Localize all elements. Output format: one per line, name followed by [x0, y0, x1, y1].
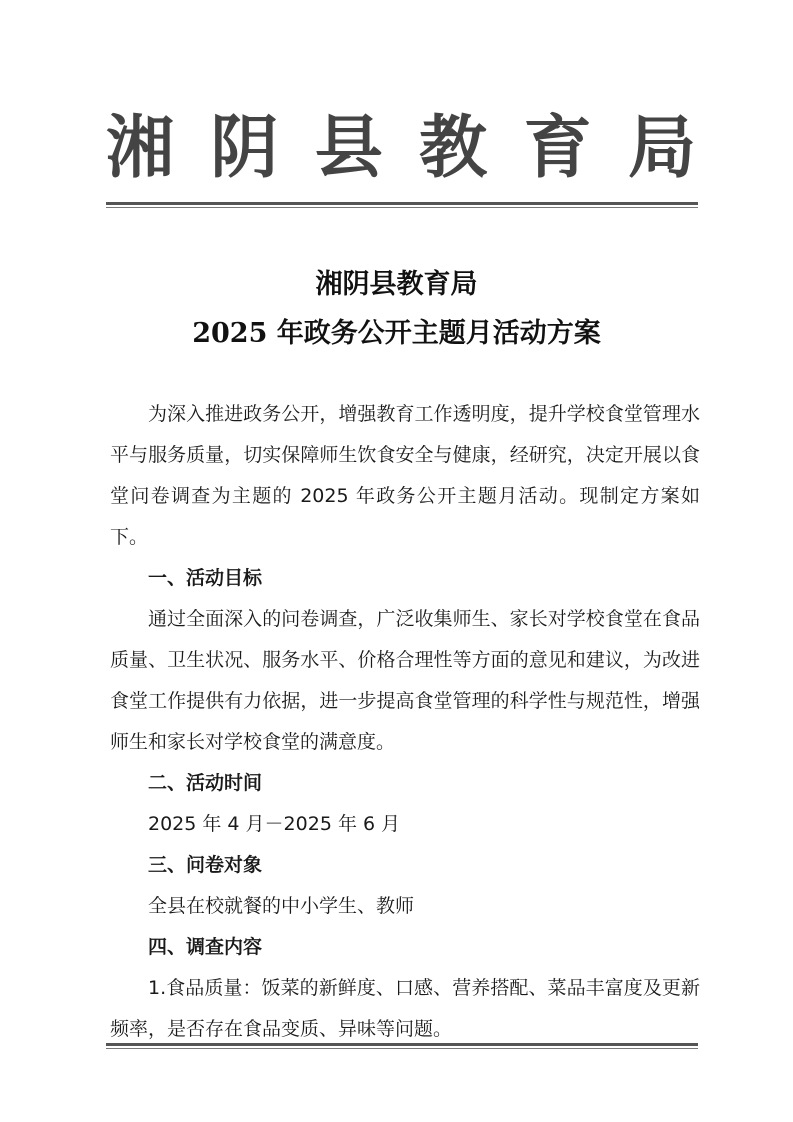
masthead-char: 湘	[106, 108, 175, 188]
header-divider	[106, 202, 698, 208]
masthead-char: 局	[627, 108, 696, 188]
section-heading-targets: 三、问卷对象	[148, 854, 263, 876]
goals-paragraph: 通过全面深入的问卷调查，广泛收集师生、家长对学校食堂在食品质量、卫生状况、服务水平、价格合理性等方面的意见和建议，为改进食堂工作提供有力依据，进一步提高食堂管理的科学性与规范性，增强师生和家长对学校食堂的满意度。	[110, 608, 700, 753]
targets-paragraph: 全县在校就餐的中小学生、教师	[148, 895, 415, 917]
document-title-line1: 湘阴县教育局	[315, 269, 478, 300]
masthead-char: 教	[419, 108, 488, 188]
masthead-char: 县	[314, 108, 383, 188]
section-heading-content: 四、调查内容	[148, 936, 263, 958]
content-item-1: 1.食品质量：饭菜的新鲜度、口感、营养搭配、菜品丰富度及更新频率，是否存在食品变质、异味等问题。	[110, 977, 700, 1040]
footer-divider	[106, 1043, 698, 1049]
time-paragraph: 2025 年 4 月－2025 年 6 月	[148, 813, 401, 835]
document-body	[110, 394, 700, 1050]
section-heading-time: 二、活动时间	[148, 772, 263, 794]
intro-paragraph: 为深入推进政务公开，增强教育工作透明度，提升学校食堂管理水平与服务质量，切实保障师生饮食安全与健康，经研究，决定开展以食堂问卷调查为主题的 2025 年政务公开主题月活动。现制定方案如下。	[110, 403, 700, 548]
document-title-line2: 2025 年政务公开主题月活动方案	[192, 318, 601, 349]
masthead-char: 育	[523, 108, 592, 188]
masthead-title	[106, 108, 696, 188]
section-heading-goals: 一、活动目标	[148, 567, 263, 589]
masthead-char: 阴	[210, 108, 279, 188]
